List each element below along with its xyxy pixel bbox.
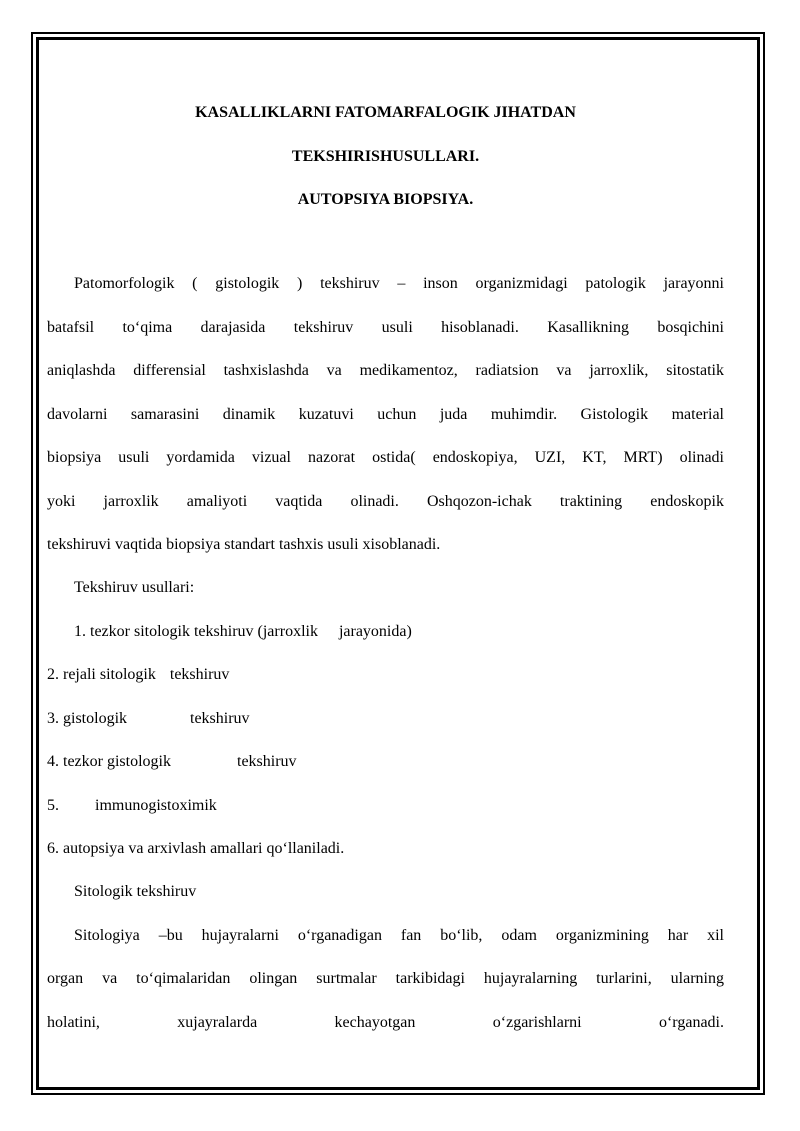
paragraph1-line-5: biopsiya usuli yordamida vizual nazorat ostida( endoskopiya, UZI, KT, MRT) olinadi <box>47 449 724 466</box>
method-item-5-rest: immunogistoximik <box>95 797 217 814</box>
title-line-3: AUTOPSIYA BIOPSIYA. <box>297 191 474 208</box>
method-item-2-rest: tekshiruv <box>169 666 230 683</box>
method-item-6-text: 6. autopsiya va arxivlash amallari qo‘llaniladi. <box>47 840 345 857</box>
title-line-1: KASALLIKLARNI FATOMARFALOGIK JIHATDAN <box>195 104 576 121</box>
method-item-4 <box>47 751 297 773</box>
method-item-2 <box>47 664 229 686</box>
method-item-5 <box>47 795 217 817</box>
method-item-4-text: 4. tezkor gistologik <box>47 753 171 770</box>
paragraph1-line-3: aniqlashda differensial tashxislashda va medikamentoz, radiatsion va jarroxlik, sitostatik <box>47 362 724 379</box>
method-item-1 <box>74 621 724 643</box>
method-item-2-text: 2. rejali sitologik <box>47 666 156 683</box>
subheading: Sitologik tekshiruv <box>74 883 197 900</box>
paragraph1-line-4: davolarni samarasini dinamik kuzatuvi uchun juda muhimdir. Gistologik material <box>47 406 724 423</box>
title-line-2: TEKSHIRISHUSULLARI. <box>291 148 480 165</box>
methods-heading: Tekshiruv usullari: <box>74 579 195 596</box>
method-item-3 <box>47 708 250 730</box>
method-item-4-rest: tekshiruv <box>237 753 297 770</box>
method-item-1-text: 1. tezkor sitologik tekshiruv (jarroxlik <box>74 623 318 640</box>
method-item-1-rest: jarayonida) <box>338 623 412 640</box>
paragraph1-line-2: batafsil to‘qima darajasida tekshiruv usuli hisoblanadi. Kasallikning bosqichini <box>47 319 724 336</box>
paragraph2-line-2: organ va to‘qimalaridan olingan surtmalar tarkibidagi hujayralarning turlarini, ularning <box>47 970 724 987</box>
method-item-3-rest: tekshiruv <box>190 710 250 727</box>
paragraph1-line-7: tekshiruvi vaqtida biopsiya standart tashxis usuli xisoblanadi. <box>47 536 441 553</box>
method-item-6 <box>47 838 344 860</box>
method-item-3-text: 3. gistologik <box>47 710 128 727</box>
method-item-5-text: 5. <box>47 797 59 814</box>
paragraph1-line-6: yoki jarroxlik amaliyoti vaqtida olinadi. Oshqozon-ichak traktining endoskopik <box>47 493 724 510</box>
paragraph2-line-3: holatini, xujayralarda kechayotgan o‘zgarishlarni o‘rganadi. <box>47 1014 724 1031</box>
paragraph2-line-1: Sitologiya –bu hujayralarni o‘rganadigan fan bo‘lib, odam organizmining har xil <box>74 927 724 944</box>
paragraph1-line-1: Patomorfologik ( gistologik ) tekshiruv – inson organizmidagi patologik jarayonni <box>74 275 724 292</box>
